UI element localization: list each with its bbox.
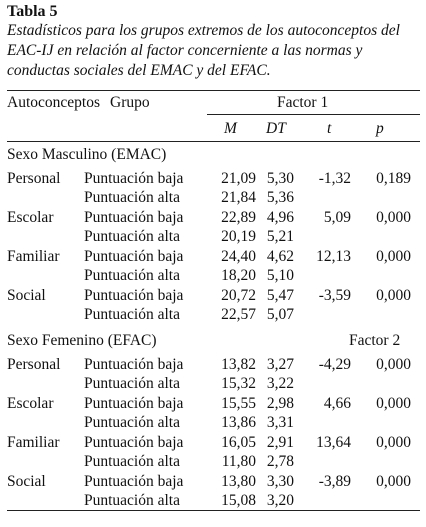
cell-m: 20,72 xyxy=(221,287,256,304)
row-group: Puntuación baja xyxy=(84,395,184,412)
cell-dt: 4,96 xyxy=(266,209,294,226)
row-group: Puntuación alta xyxy=(84,414,180,431)
cell-m: 13,86 xyxy=(221,414,256,431)
row-group: Puntuación alta xyxy=(84,189,180,206)
row-group: Puntuación baja xyxy=(84,287,184,304)
cell-dt: 3,31 xyxy=(266,414,294,431)
header-factor: Factor 1 xyxy=(277,94,329,111)
cell-m: 13,80 xyxy=(221,473,256,490)
row-group: Puntuación alta xyxy=(84,492,180,509)
header-rule xyxy=(7,141,420,142)
cell-p: 0,000 xyxy=(376,356,411,373)
cell-m: 16,05 xyxy=(221,434,256,451)
cell-dt: 5,10 xyxy=(266,267,294,284)
cell-p: 0,000 xyxy=(376,473,411,490)
cell-dt: 2,91 xyxy=(266,434,294,451)
row-group: Puntuación baja xyxy=(84,473,184,490)
cell-p: 0,189 xyxy=(376,170,411,187)
row-group: Puntuación alta xyxy=(84,375,180,392)
cell-m: 21,09 xyxy=(221,170,256,187)
cell-dt: 3,27 xyxy=(266,356,294,373)
row-concept: Social xyxy=(7,287,46,304)
cell-m: 18,20 xyxy=(221,267,256,284)
cell-m: 20,19 xyxy=(221,228,256,245)
table-caption: Estadísticos para los grupos extremos de los autoconceptos del EAC-IJ en relación al factor concerniente a las normas y conductas sociales del EMAC y del EFAC. xyxy=(7,22,400,79)
row-group: Puntuación baja xyxy=(84,434,184,451)
cell-dt: 5,07 xyxy=(266,306,294,323)
bottom-rule xyxy=(7,510,420,511)
section-label: Sexo Femenino (EFAC) xyxy=(7,332,157,349)
row-concept: Familiar xyxy=(7,248,60,265)
row-group: Puntuación baja xyxy=(84,170,184,187)
row-concept: Personal xyxy=(7,170,61,187)
cell-dt: 5,36 xyxy=(266,189,294,206)
section-label: Sexo Masculino (EMAC) xyxy=(7,146,167,163)
cell-dt: 2,78 xyxy=(266,453,294,470)
cell-m: 15,32 xyxy=(221,375,256,392)
cell-t: -1,32 xyxy=(318,170,351,187)
row-group: Puntuación alta xyxy=(84,453,180,470)
header-dt: DT xyxy=(266,120,286,137)
cell-m: 22,57 xyxy=(221,306,256,323)
cell-m: 21,84 xyxy=(221,189,256,206)
cell-dt: 3,20 xyxy=(266,492,294,509)
cell-t: 4,66 xyxy=(323,395,351,412)
cell-p: 0,000 xyxy=(376,434,411,451)
cell-m: 15,55 xyxy=(221,395,256,412)
cell-dt: 4,62 xyxy=(266,248,294,265)
row-concept: Social xyxy=(7,473,46,490)
row-group: Puntuación alta xyxy=(84,267,180,284)
cell-dt: 3,22 xyxy=(266,375,294,392)
table-title: Tabla 5 xyxy=(7,3,58,20)
cell-m: 22,89 xyxy=(221,209,256,226)
cell-t: 5,09 xyxy=(323,209,351,226)
cell-t: 13,64 xyxy=(316,434,351,451)
row-group: Puntuación alta xyxy=(84,306,180,323)
cell-t: 12,13 xyxy=(316,248,351,265)
row-group: Puntuación alta xyxy=(84,228,180,245)
row-concept: Personal xyxy=(7,356,61,373)
top-rule xyxy=(7,90,420,91)
row-concept: Escolar xyxy=(7,395,54,412)
section-factor-label: Factor 2 xyxy=(349,332,401,349)
cell-m: 11,80 xyxy=(221,453,256,470)
cell-m: 15,08 xyxy=(221,492,256,509)
row-concept: Familiar xyxy=(7,434,60,451)
row-group: Puntuación baja xyxy=(84,209,184,226)
cell-m: 13,82 xyxy=(221,356,256,373)
cell-p: 0,000 xyxy=(376,209,411,226)
cell-p: 0,000 xyxy=(376,248,411,265)
cell-p: 0,000 xyxy=(376,395,411,412)
cell-m: 24,40 xyxy=(221,248,256,265)
cell-t: -3,89 xyxy=(318,473,351,490)
cell-dt: 5,30 xyxy=(266,170,294,187)
header-m: M xyxy=(224,120,237,137)
cell-dt: 2,98 xyxy=(266,395,294,412)
cell-dt: 5,21 xyxy=(266,228,294,245)
header-grupo: Grupo xyxy=(110,94,150,111)
header-t: t xyxy=(327,120,332,137)
cell-t: -4,29 xyxy=(318,356,351,373)
factor-rule xyxy=(207,114,420,115)
row-concept: Escolar xyxy=(7,209,54,226)
cell-t: -3,59 xyxy=(318,287,351,304)
row-group: Puntuación baja xyxy=(84,248,184,265)
cell-dt: 3,30 xyxy=(266,473,294,490)
cell-p: 0,000 xyxy=(376,287,411,304)
cell-dt: 5,47 xyxy=(266,287,294,304)
header-autoconceptos: Autoconceptos xyxy=(7,94,100,111)
row-group: Puntuación baja xyxy=(84,356,184,373)
header-p: p xyxy=(376,120,384,137)
